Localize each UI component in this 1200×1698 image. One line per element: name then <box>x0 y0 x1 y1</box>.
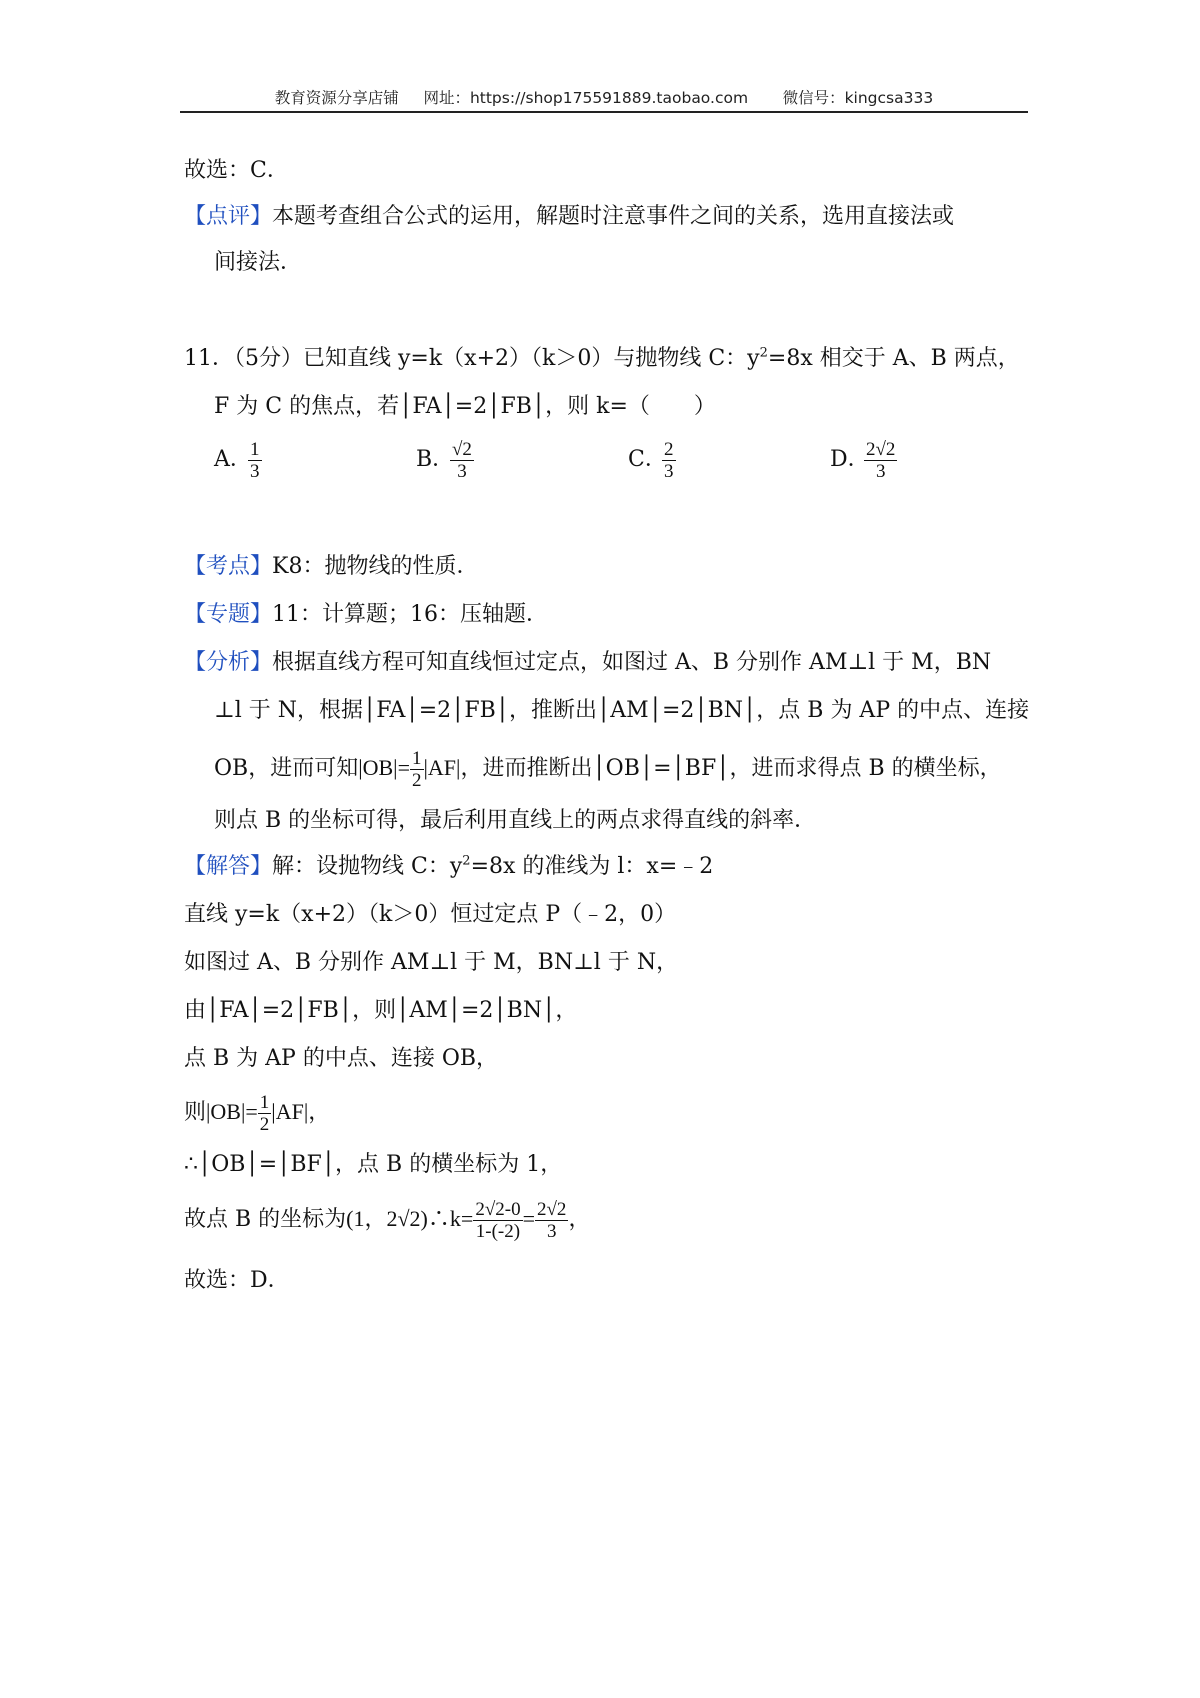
question-line1 <box>184 344 1020 374</box>
jieda-line6 <box>184 1088 330 1137</box>
jieda-line1-a: 解：设抛物线 C：y <box>272 854 463 879</box>
fenxi-line2: ⊥l 于 N，根据│FA│=2│FB│，推断出│AM│=2│BN│，点 B 为 AP 的中点、连接 <box>214 698 1030 723</box>
jieda-line8-fraction1 <box>473 1199 522 1242</box>
jieda-line1 <box>184 852 713 882</box>
option-c-num: 2 <box>664 438 674 460</box>
header-shop: 教育资源分享店铺 <box>274 89 399 107</box>
zhuanti-text: 11：计算题；16：压轴题． <box>272 602 549 627</box>
fenxi-line3-rhs: |AF| <box>423 755 461 780</box>
zhuanti-tag: 【专题】 <box>184 602 273 627</box>
jieda-line8-eq: = <box>522 1206 535 1231</box>
fenxi-line3-b: ，进而推断出│OB│=│BF│，进而求得点 B 的横坐标， <box>460 756 1002 781</box>
jieda-line6-b: ， <box>308 1100 331 1125</box>
fenxi-frac-den: 2 <box>412 769 422 791</box>
page-header <box>180 86 1028 108</box>
fenxi-line3-lhs: |OB|= <box>358 755 410 780</box>
review-line1: 本题考查组合公式的运用，解题时注意事件之间的关系，选用直接法或 <box>272 204 955 229</box>
prev-answer: 故选：C． <box>184 158 289 183</box>
jieda-sup: 2 <box>462 853 471 869</box>
fenxi-frac-num: 1 <box>412 747 422 769</box>
fenxi-line4: 则点 B 的坐标可得，最后利用直线上的两点求得直线的斜率． <box>214 808 817 833</box>
review-line2: 间接法． <box>214 250 303 275</box>
jieda-line4: 由│FA│=2│FB│，则│AM│=2│BN│， <box>184 998 578 1023</box>
jieda-line6-fraction <box>258 1092 272 1135</box>
header-site-url[interactable]: https://shop175591889.taobao.com <box>469 89 749 107</box>
jieda-tag: 【解答】 <box>184 854 273 879</box>
prev-review <box>184 202 954 232</box>
jieda-line3: 如图过 A、B 分别作 AM⊥l 于 M，BN⊥l 于 N， <box>184 950 679 975</box>
jieda-line8-den2: 3 <box>546 1220 557 1242</box>
option-a-letter: A． <box>214 447 252 472</box>
option-d-fraction <box>864 439 897 482</box>
jieda-line6-num: 1 <box>259 1091 270 1113</box>
question-line2: F 为 C 的焦点，若│FA│=2│FB│，则 k=（ ） <box>214 394 716 419</box>
option-d <box>830 438 897 482</box>
option-b-letter: B． <box>416 447 455 472</box>
jieda-line8-coord: (1，2√2) <box>346 1206 428 1231</box>
option-b-den: 3 <box>457 460 467 482</box>
header-site-label: 网址： <box>423 89 470 107</box>
jieda-line8-a: 故点 B 的坐标为 <box>184 1207 347 1232</box>
header-wechat-id: kingcsa333 <box>844 89 934 107</box>
jieda-line8-num2: 2√2 <box>537 1198 567 1220</box>
option-c-letter: C． <box>628 447 667 472</box>
jieda-line8-fraction2 <box>535 1199 568 1242</box>
fenxi-fraction <box>410 748 424 791</box>
question-line1-b: =8x 相交于 A、B 两点， <box>767 346 1020 371</box>
zhuanti <box>184 600 548 630</box>
kaodian-text: K8：抛物线的性质． <box>272 554 479 579</box>
jieda-line6-a: 则 <box>184 1100 207 1125</box>
jieda-line6-lhs: |OB|= <box>206 1099 258 1124</box>
fenxi-line3-a: OB，进而可知 <box>214 756 359 781</box>
jieda-line6-den: 2 <box>259 1113 270 1135</box>
kaodian <box>184 552 478 582</box>
option-d-letter: D． <box>830 447 870 472</box>
option-a <box>214 438 262 482</box>
question-sup: 2 <box>759 345 768 361</box>
option-d-num: 2√2 <box>866 438 896 460</box>
fenxi-line1 <box>184 648 991 678</box>
jieda-line5: 点 B 为 AP 的中点、连接 OB， <box>184 1046 499 1071</box>
jieda-line7: ∴│OB│=│BF│，点 B 的横坐标为 1， <box>184 1152 563 1177</box>
jieda-line8-den1: 1-(-2) <box>475 1220 521 1242</box>
review-tag: 【点评】 <box>184 204 273 229</box>
option-a-num: 1 <box>250 438 260 460</box>
option-c-den: 3 <box>664 460 674 482</box>
question-line1-a: 11．（5分）已知直线 y=k（x+2）（k＞0）与抛物线 C：y <box>184 346 760 371</box>
option-b <box>416 438 474 482</box>
jieda-line6-rhs: |AF| <box>271 1099 309 1124</box>
jieda-line8-num1: 2√2-0 <box>475 1198 521 1220</box>
option-b-fraction <box>450 439 474 482</box>
option-a-den: 3 <box>250 460 260 482</box>
kaodian-tag: 【考点】 <box>184 554 273 579</box>
option-c-fraction <box>662 439 676 482</box>
fenxi-tag: 【分析】 <box>184 650 273 675</box>
jieda-line8-k: ∴k= <box>427 1206 474 1231</box>
jieda-line8-b: ， <box>568 1207 591 1232</box>
fenxi-line3 <box>214 744 1002 793</box>
jieda-line2: 直线 y=k（x+2）（k＞0）恒过定点 P（﹣2，0） <box>184 902 677 927</box>
option-c <box>628 438 676 482</box>
header-wechat-label: 微信号： <box>782 89 845 107</box>
option-d-den: 3 <box>875 460 886 482</box>
jieda-line8 <box>184 1194 590 1245</box>
header-rule <box>180 111 1028 113</box>
option-b-num: √2 <box>452 438 472 460</box>
fenxi-line1-text: 根据直线方程可知直线恒过定点，如图过 A、B 分别作 AM⊥l 于 M，BN <box>272 650 992 675</box>
jieda-line9: 故选：D． <box>184 1268 290 1293</box>
jieda-line1-b: =8x 的准线为 l：x=﹣2 <box>470 854 714 879</box>
option-a-fraction <box>248 439 262 482</box>
